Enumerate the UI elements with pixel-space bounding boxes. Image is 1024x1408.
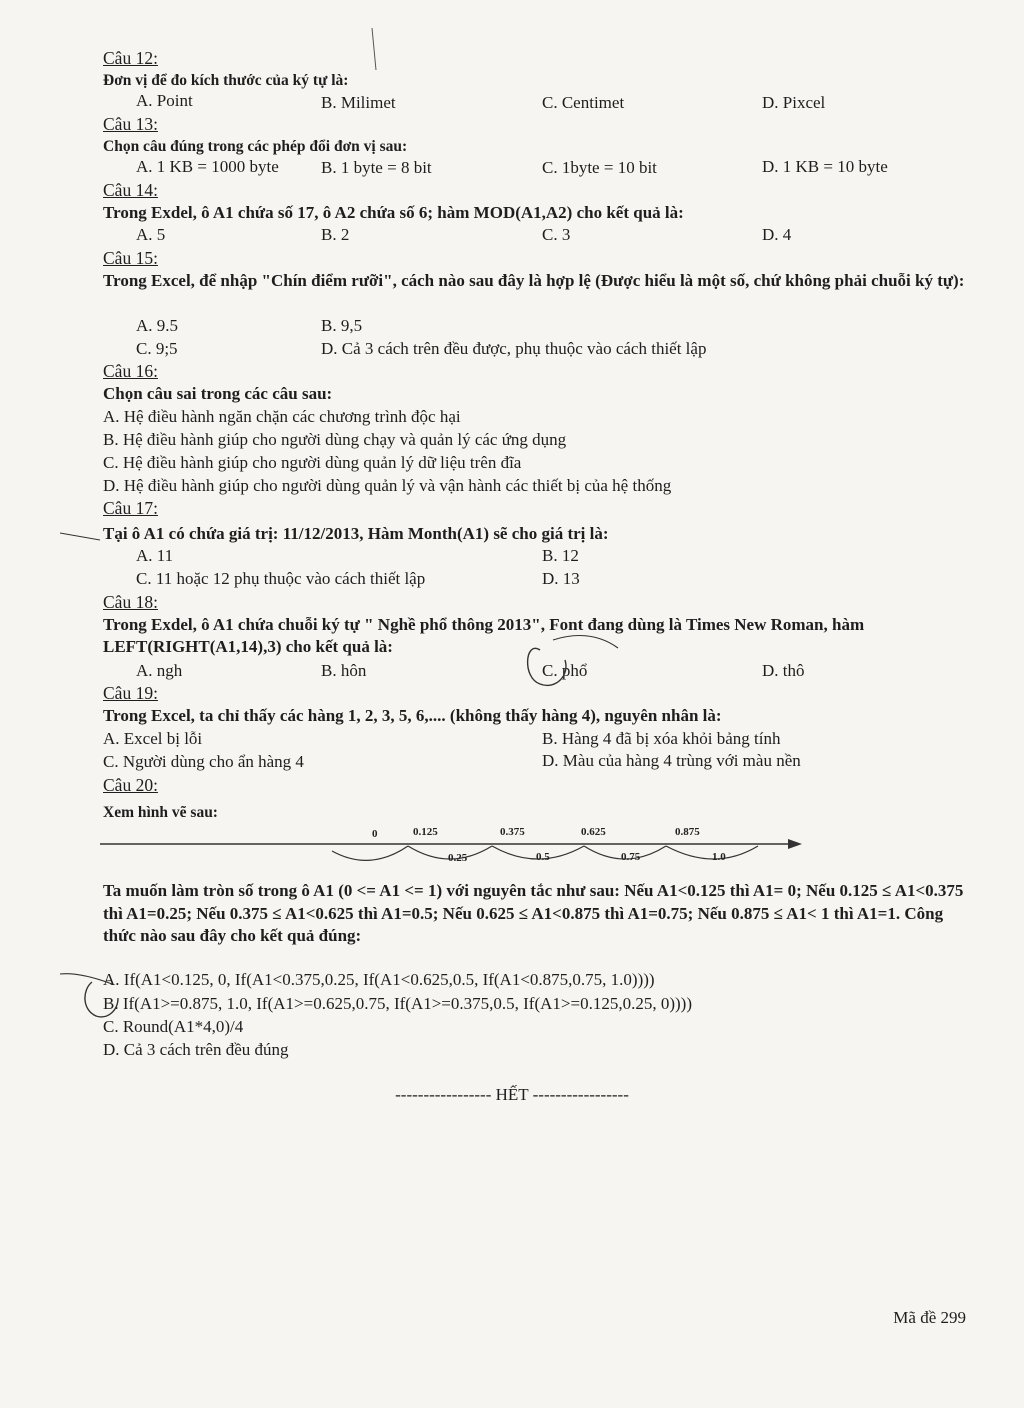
question-13-option-d: D. 1 KB = 10 byte [762, 157, 888, 176]
question-15-stem: Trong Excel, để nhập "Chín điểm rưỡi", cách nào sau đây là hợp lệ (Được hiểu là một số, chứ không phải chuỗi ký tự): [103, 271, 965, 290]
question-12-option-b: B. Milimet [321, 93, 396, 112]
question-13-option-b: B. 1 byte = 8 bit [321, 158, 432, 177]
question-12-stem: Đơn vị để đo kích thước của ký tự là: [103, 72, 349, 89]
number-line-top-label: 0.375 [500, 826, 525, 838]
question-20-label: Câu 20: [103, 775, 158, 795]
number-line-bottom-label: 0.5 [536, 851, 550, 863]
question-15-option-b: B. 9,5 [321, 316, 363, 335]
question-14-label: Câu 14: [103, 180, 158, 200]
question-12-option-d: D. Pixcel [762, 93, 826, 112]
question-18-option-c: C. phổ [542, 661, 588, 680]
question-14-option-c: C. 3 [542, 225, 571, 244]
question-15-label: Câu 15: [103, 248, 158, 268]
number-line-top-label: 0.625 [581, 826, 606, 838]
question-20-option-a: A. If(A1<0.125, 0, If(A1<0.375,0.25, If(A1<0.625,0.5, If(A1<0.875,0.75, 1.0)))) [103, 970, 655, 989]
exam-code: Mã đề 299 [893, 1308, 966, 1327]
question-16-stem: Chọn câu sai trong các câu sau: [103, 384, 333, 403]
number-line-top-label: 0.875 [675, 826, 700, 838]
question-15-option-a: A. 9.5 [136, 316, 179, 335]
number-line-top-label: 0 [372, 828, 378, 840]
question-19-option-a: A. Excel bị lỗi [103, 729, 203, 748]
question-12-option-a: A. Point [136, 91, 193, 110]
question-12-label: Câu 12: [103, 48, 158, 68]
question-20-stem: Ta muốn làm tròn số trong ô A1 (0 <= A1 <= 1) với nguyên tắc như sau: Nếu A1<0.125 thì A1= 0; Nếu 0.125 ≤ A1<0.375 thì A1=0.25; Nếu 0.375 ≤ A1<0.625 thì A1=0.5; Nếu 0.625 ≤ A1<0.875 thì A1=0.75; Nếu 0.875 ≤ A1< 1 thì A1=1. Công thức nào sau đây cho kết quả đúng: [103, 881, 964, 945]
question-18-option-a: A. ngh [136, 661, 183, 680]
number-line-figure [100, 820, 810, 870]
question-14-option-b: B. 2 [321, 225, 350, 244]
question-17-stem: Tại ô A1 có chứa giá trị: 11/12/2013, Hàm Month(A1) sẽ cho giá trị là: [103, 524, 609, 543]
question-18-stem: Trong Exdel, ô A1 chứa chuỗi ký tự " Nghề phổ thông 2013", Font đang dùng là Times New Roman, hàm LEFT(RIGHT(A1,14),3) cho kết quả là: [103, 615, 865, 656]
question-19-option-b: B. Hàng 4 đã bị xóa khỏi bảng tính [542, 729, 781, 748]
question-20-option-d: D. Cả 3 cách trên đều đúng [103, 1040, 289, 1059]
question-20-option-b: B. If(A1>=0.875, 1.0, If(A1>=0.625,0.75, If(A1>=0.375,0.5, If(A1>=0.125,0.25, 0)))) [103, 994, 692, 1013]
pen-stroke [60, 533, 100, 540]
question-13-option-c: C. 1byte = 10 bit [542, 158, 657, 177]
question-16-option-d: D. Hệ điều hành giúp cho người dùng quản lý và vận hành các thiết bị của hệ thống [103, 476, 672, 495]
question-18-option-d: D. thô [762, 661, 805, 680]
question-20-option-c: C. Round(A1*4,0)/4 [103, 1017, 244, 1036]
question-17-option-a: A. 11 [136, 546, 174, 565]
question-12-option-c: C. Centimet [542, 93, 625, 112]
number-line-bottom-label: 0.75 [621, 851, 641, 863]
pen-stroke [372, 28, 376, 70]
question-17-option-b: B. 12 [542, 546, 579, 565]
number-line-arrow-icon [788, 839, 802, 849]
question-16-option-a: A. Hệ điều hành ngăn chặn các chương trình độc hại [103, 407, 461, 426]
question-16-option-c: C. Hệ điều hành giúp cho người dùng quản lý dữ liệu trên đĩa [103, 453, 522, 472]
question-17-option-c: C. 11 hoặc 12 phụ thuộc vào cách thiết lập [136, 569, 426, 588]
question-17-option-d: D. 13 [542, 569, 580, 588]
question-19-stem: Trong Excel, ta chỉ thấy các hàng 1, 2, 3, 5, 6,.... (không thấy hàng 4), nguyên nhân là: [103, 706, 722, 725]
question-13-stem: Chọn câu đúng trong các phép đổi đơn vị sau: [103, 138, 408, 155]
question-19-label: Câu 19: [103, 683, 158, 703]
question-14-option-d: D. 4 [762, 225, 792, 244]
question-13-label: Câu 13: [103, 114, 158, 134]
question-18-label: Câu 18: [103, 592, 158, 612]
number-line-arc [332, 846, 408, 860]
question-19-option-d: D. Màu của hàng 4 trùng với màu nền [542, 751, 801, 770]
question-14-stem: Trong Exdel, ô A1 chứa số 17, ô A2 chứa số 6; hàm MOD(A1,A2) cho kết quả là: [103, 203, 684, 222]
question-16-option-b: B. Hệ điều hành giúp cho người dùng chạy và quản lý các ứng dụng [103, 430, 567, 449]
question-18-option-b: B. hôn [321, 661, 367, 680]
number-line-top-label: 0.125 [413, 826, 438, 838]
question-14-option-a: A. 5 [136, 225, 166, 244]
question-19-option-c: C. Người dùng cho ẩn hàng 4 [103, 752, 304, 771]
question-15-option-c: C. 9;5 [136, 339, 178, 358]
question-15-option-d: D. Cả 3 cách trên đều được, phụ thuộc vào cách thiết lập [321, 339, 707, 358]
question-20-intro: Xem hình vẽ sau: [103, 804, 218, 821]
number-line-bottom-label: 1.0 [712, 851, 726, 863]
number-line-bottom-label: 0.25 [448, 852, 468, 864]
question-17-label: Câu 17: [103, 498, 158, 518]
end-marker: ----------------- HẾT ----------------- [395, 1085, 629, 1104]
question-13-option-a: A. 1 KB = 1000 byte [136, 157, 279, 176]
question-16-label: Câu 16: [103, 361, 158, 381]
